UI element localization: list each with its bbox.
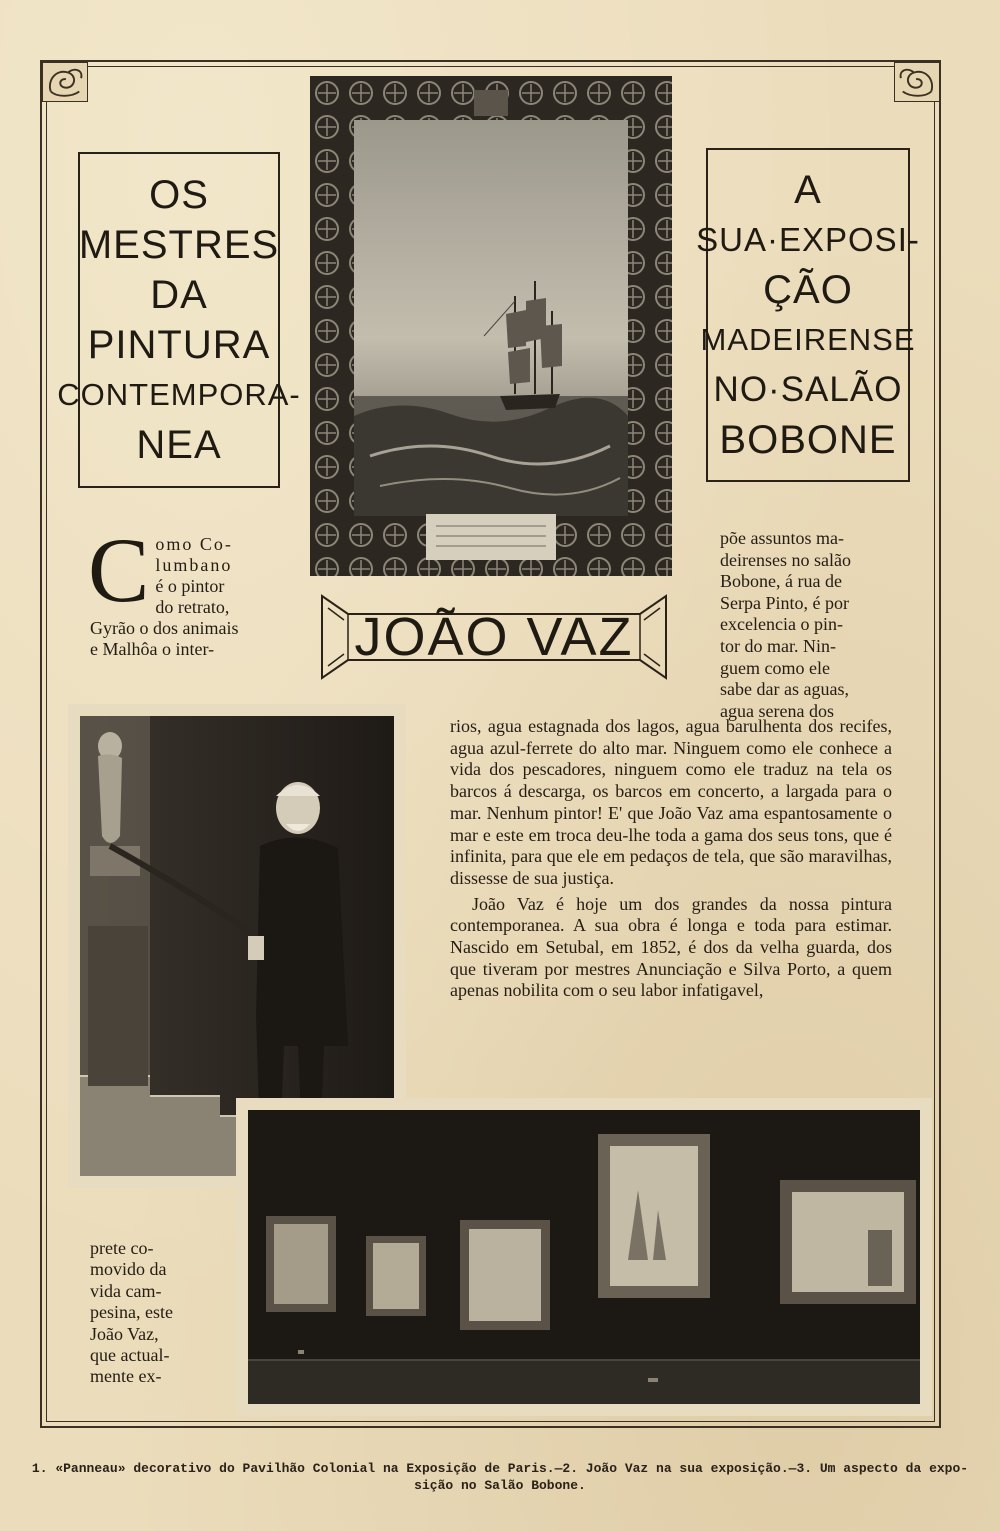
corner-ornament-left	[42, 62, 88, 102]
exhibition-image	[248, 1110, 920, 1404]
right-column-line: sabe dar as aguas,	[720, 679, 849, 700]
main-article-text	[450, 716, 892, 1002]
corner-ornament-right	[894, 62, 940, 102]
left-title-line: OS	[149, 173, 209, 217]
left-title-line: MESTRES	[78, 223, 280, 267]
left-title-line: NEA	[136, 423, 222, 467]
caption-line-1: 1. «Panneau» decorativo do Pavilhão Colonial na Exposição de Paris.—2. João Vaz na sua exposição.—3. Um aspecto da expo-	[31, 1461, 969, 1476]
main-paragraph-1: rios, agua estagnada dos lagos, agua barulhenta dos recifes, agua azul-ferrete do alto mar. Ninguem como ele conhece a vida dos pescadores, ninguem como ele traduz na tela os barcos á descarga, os barcos em concerto, a largada para o mar. Nenhum pintor! E' que João Vaz ama espantosamente o mar e este em troca deu-lhe toda a gama dos seus tons, que é infinita, para que ele em pedaços de tela, que são maravilhas, dissesse de sua justiça.	[450, 716, 892, 888]
intro-line: lumbano	[155, 555, 233, 575]
left-title-line: DA	[150, 273, 208, 317]
left-title-line: PINTURA	[87, 323, 271, 367]
right-column-line: agua serena dos	[720, 700, 834, 721]
right-title-line: ÇÃO	[763, 268, 853, 312]
exhibition-photo	[236, 1098, 932, 1416]
left-title-line: CONTEMPORA-	[57, 377, 301, 412]
ship-painting-image	[310, 76, 672, 576]
intro-line: do retrato,	[155, 597, 230, 617]
right-title-line: SUA·EXPOSI-	[696, 221, 920, 258]
left-bottom-line: prete co-	[90, 1238, 154, 1258]
right-column-line: põe assuntos ma-	[720, 528, 844, 548]
intro-line: Gyrão o dos animais	[90, 618, 239, 638]
intro-paragraph	[88, 519, 280, 660]
left-bottom-line: mente ex-	[90, 1366, 162, 1387]
figure-caption	[30, 1460, 970, 1494]
dropcap-letter: C	[88, 519, 150, 621]
right-title-box	[696, 148, 920, 482]
left-title-box	[57, 152, 301, 488]
right-column-text	[720, 528, 892, 722]
right-column-line: excelencia o pin-	[720, 614, 843, 635]
right-column-line: tor do mar. Nin-	[720, 635, 836, 656]
right-title-line: MADEIRENSE	[700, 322, 916, 357]
left-bottom-text	[90, 1238, 220, 1388]
right-title-line: NO·SALÃO	[713, 370, 903, 409]
right-column-line: Serpa Pinto, é por	[720, 592, 849, 613]
caption-line-2: sição no Salão Bobone.	[414, 1478, 586, 1493]
banner-title: JOÃO VAZ	[354, 607, 634, 667]
intro-line: é o pintor	[155, 576, 225, 596]
right-column-line: deirenses no salão	[720, 549, 851, 570]
intro-line: e Malhôa o inter-	[90, 639, 215, 659]
left-bottom-line: vida cam-	[90, 1280, 162, 1301]
left-bottom-line: João Vaz,	[90, 1323, 159, 1344]
intro-line: omo Co-	[155, 534, 233, 554]
left-bottom-line: que actual-	[90, 1345, 170, 1366]
right-title-line: BOBONE	[719, 418, 897, 462]
left-bottom-line: movido da	[90, 1259, 167, 1280]
left-bottom-line: pesina, este	[90, 1302, 173, 1323]
right-column-line: Bobone, á rua de	[720, 571, 842, 592]
right-column-line: guem como ele	[720, 657, 830, 678]
main-paragraph-2: João Vaz é hoje um dos grandes da nossa pintura contemporanea. A sua obra é longa e toda para estimar. Nascido em Setubal, em 1852, é dos da velha guarda, dos que tiveram por mestres Anunciação e Silva Porto, a quem apenas nobilita com o seu labor infatigavel,	[450, 893, 892, 1001]
decorative-panel-photo	[310, 76, 672, 576]
right-title-line: A	[794, 168, 822, 212]
name-banner	[318, 594, 670, 680]
